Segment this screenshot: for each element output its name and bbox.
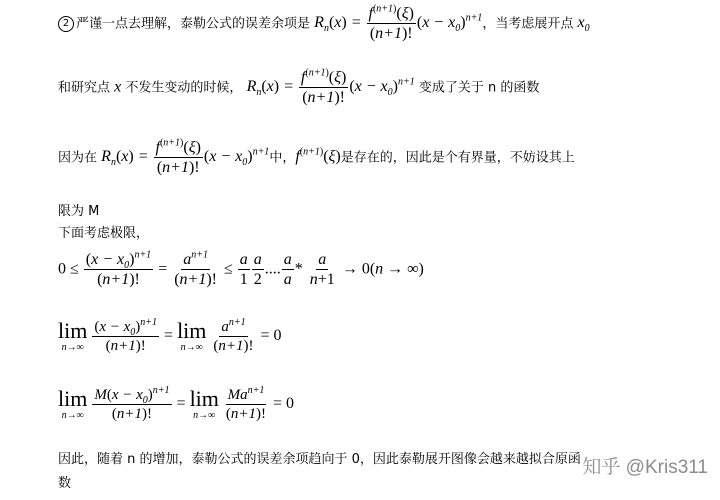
line-4: 限为 M [58, 204, 100, 219]
line-2-suffix: 变成了关于 n 的函数 [418, 80, 540, 96]
circled-number: 2 [58, 16, 74, 32]
conclusion-line-1: 因此，随着 n 的增加，泰勒公式的误差余项趋向于 0，因此泰勒展开图像会越来越拟合原函 [58, 452, 581, 467]
line-3 [58, 138, 575, 177]
watermark: 知乎 @Kris311 [582, 457, 708, 478]
line-2-prefix: 和研究点 [58, 80, 111, 96]
line-2 [58, 68, 539, 107]
line-3-suffix: 是存在的，因此是个有界量，不妨设其上 [340, 150, 575, 166]
line-3-prefix: 因为在 [58, 150, 98, 166]
research-point-symbol: x [114, 78, 122, 96]
limit-formula-2: lim n→∞ $\frac{M(x - x_0)^{n+1}}{(n+1)!}$ = lim n→∞ $\frac{Ma^{n+1}}{(n+1)!}$ = 0 [58, 385, 295, 422]
remainder-formula-2: $R_n(x)$ = $\frac{f^{(n+1)}(\xi)}{(n+1)!}$ $(x - x_0)^{n+1}$ [246, 67, 415, 107]
line-3-middle: 中， [269, 150, 296, 166]
line-1 [58, 4, 590, 43]
conclusion-line-2: 数 [58, 476, 72, 491]
line-1-suffix: ，当考虑展开点 [482, 16, 574, 32]
inequality-formula: 0 ≤ $\frac{(x - x_0)^{n+1}}{(n+1)!}$ = $\frac{a^{n+1}}{(n+1)!}$ ≤ $\frac{a}{1}$ $\frac{a}{2}$ .... $\frac{a}{a}$ * $\frac{a}{n+1}$ → 0(n → ∞) [58, 249, 424, 289]
remainder-formula-1: $R_n(x)$ = $\frac{f^{(n+1)}(\xi)}{(n+1)!}$ $(x - x_0)^{n+1}$ [314, 3, 483, 43]
remainder-formula-3: $R_n(x)$ = $\frac{f^{(n+1)}(\xi)}{(n+1)!}$ $(x - x_0)^{n+1}$ [101, 137, 270, 177]
expansion-point-symbol: $x_0$ [577, 14, 590, 35]
line-2-middle: 不发生变动的时候， [125, 80, 243, 96]
line-1-prefix: 严谨一点去理解，泰勒公式的误差余项是 [76, 16, 311, 32]
derivative-term: $f^{(n+1)}(\xi)$ [295, 147, 341, 166]
line-5: 下面考虑极限， [58, 226, 150, 241]
limit-formula-1: lim n→∞ $\frac{(x - x_0)^{n+1}}{(n+1)!}$ = lim n→∞ $\frac{a^{n+1}}{(n+1)!}$ = 0 [58, 317, 282, 354]
